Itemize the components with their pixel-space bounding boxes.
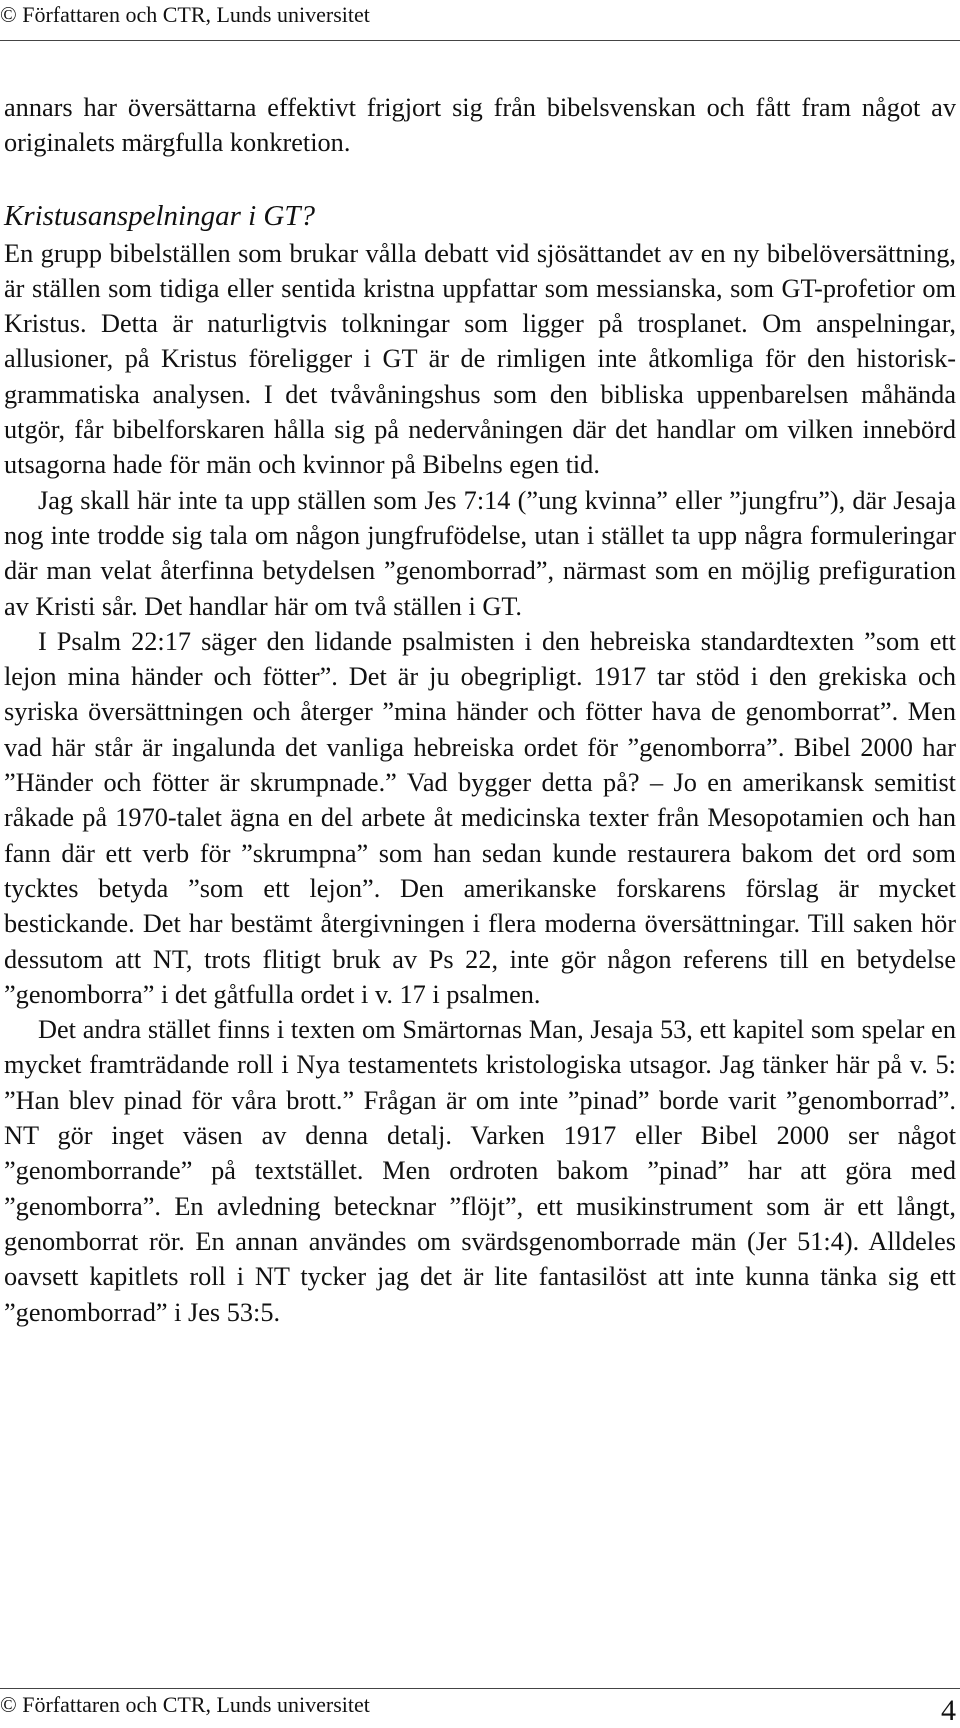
- page-number: 4: [941, 1694, 956, 1727]
- document-body: [4, 90, 956, 1330]
- body-paragraph: Jag skall här inte ta upp ställen som Jes 7:14 (”ung kvinna” eller ”jungfru”), där Jesaja nog inte trodde sig tala om någon jungfrufödelse, utan i stället ta upp några formuleringar där man velat återfinna betydelsen ”genomborrad”, närmast som en möjlig prefiguration av Kristi sår. Det handlar här om två ställen i GT.: [4, 485, 956, 621]
- page-footer: [0, 1692, 960, 1727]
- body-paragraph: En grupp bibelställen som brukar vålla debatt vid sjösättandet av en ny bibelöversättning, är ställen som tidiga eller sentida kristna uppfattar som messianska, som GT-profetior om Kristus. Detta är naturligtvis tolkningar som ligger på trosplanet. Om anspelningar, allusioner, på Kristus föreligger i GT är de rimligen inte åtkomliga för den historisk-grammatiska analysen. I det tvåvåningshus som den bibliska uppenbarelsen måhända utgör, får bibelforskaren hålla sig på nedervåningen där det handlar om vilken innebörd utsagorna hade för män och kvinnor på Bibelns egen tid.: [4, 238, 956, 480]
- intro-paragraph: annars har översättarna effektivt frigjort sig från bibelsvenskan och fått fram något av originalets märgfulla konkretion.: [4, 93, 956, 158]
- body-paragraph: Det andra stället finns i texten om Smärtornas Man, Jesaja 53, ett kapitel som spelar en mycket framträdande roll i Nya testamentets kristologiska utsagor. Jag tänker här på v. 5: ”Han blev pinad för våra brott.” Frågan är om inte ”pinad” borde varit ”genomborrad”. NT gör inget väsen av denna detalj. Varken 1917 eller Bibel 2000 ser något ”genomborrande” på textstället. Men ordroten bakom ”pinad” har att göra med ”genomborra”. En avledning betecknar ”flöjt”, ett musikinstrument som är ett långt, genomborrat rör. En annan användes om svärdsgenomborrade män (Jer 51:4). Alldeles oavsett kapitlets roll i NT tycker jag det är lite fantasilöst att inte kunna tänka sig ett ”genomborrad” i Jes 53:5.: [4, 1015, 956, 1327]
- header-rule: [0, 40, 960, 41]
- section-gap: [4, 161, 956, 196]
- section-heading: Kristusanspelningar i GT?: [4, 199, 315, 232]
- body-paragraph: I Psalm 22:17 säger den lidande psalmisten i den hebreiska standardtexten ”som ett lejon mina händer och fötter”. Det är ju obegripligt. 1917 tar stöd i den grekiska och syriska översättningen och återger ”mina händer och fötter hava de genomborrat”. Men vad här står är ingalunda det vanliga hebreiska ordet för ”genomborra”. Bibel 2000 har ”Händer och fötter är skrumpnade.” Vad bygger detta på? – Jo en amerikansk semitist råkade på 1970-talet ägna en del arbete åt medicinska texter från Mesopotamien och han fann där ett verb för ”skrumpna” som han sedan kunde restaurera bakom det ord som tycktes betyda ”som ett lejon”. Den amerikanske forskarens förslag är mycket bestickande. Det har bestämt återgivningen i flera moderna översättningar. Till saken hör dessutom att NT, trots flitigt bruk av Ps 22, inte gör någon referens till en betydelse ”genomborra” i det gåtfulla ordet i v. 17 i psalmen.: [4, 626, 956, 1009]
- footer-rule: [0, 1688, 960, 1689]
- running-header: © Författaren och CTR, Lunds universitet: [0, 2, 370, 27]
- footer-copyright: © Författaren och CTR, Lunds universitet: [0, 1692, 370, 1717]
